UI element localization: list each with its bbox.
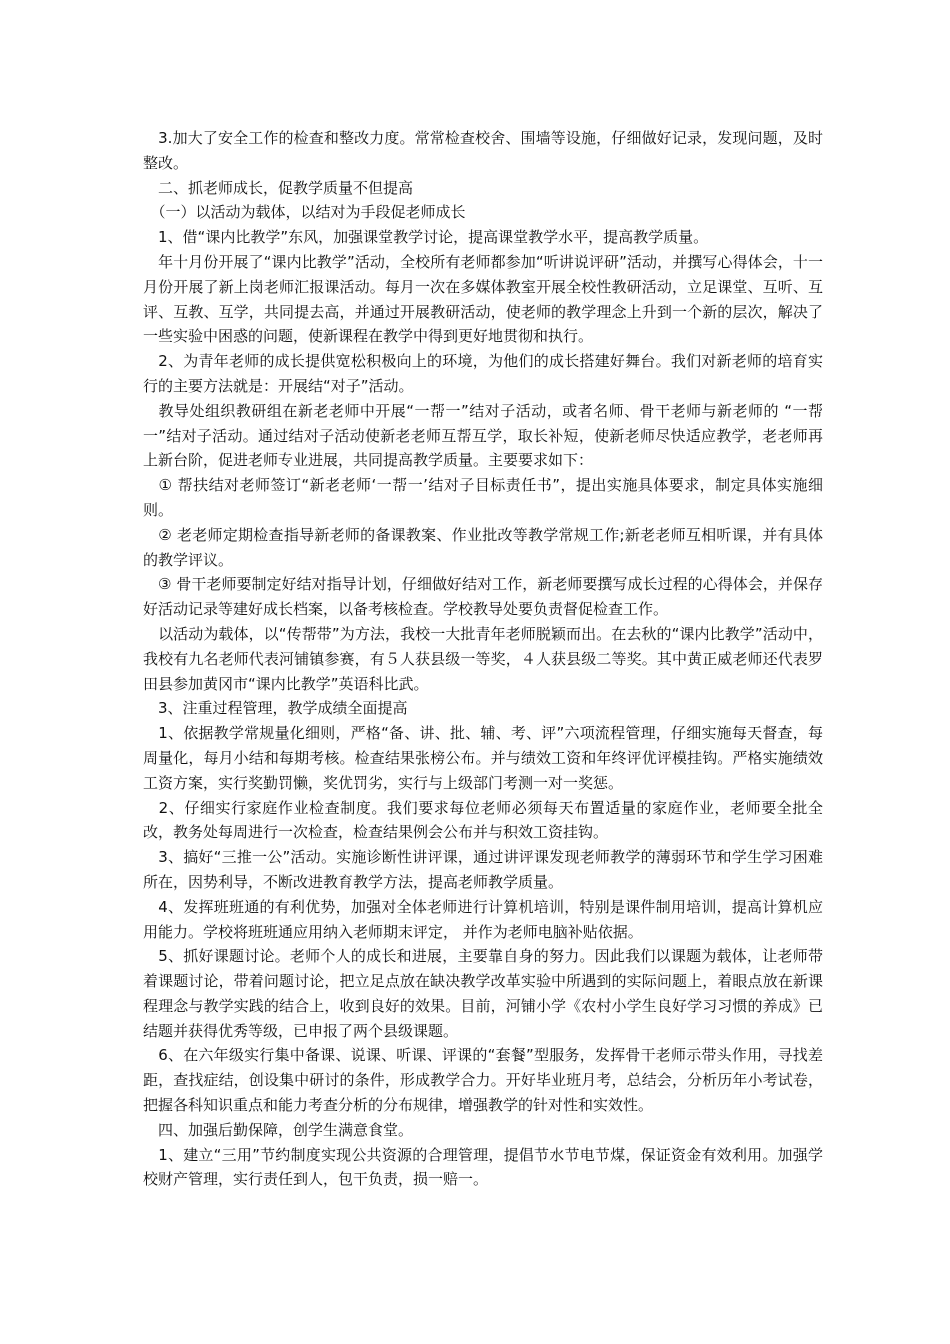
paragraph: 2、仔细实行家庭作业检查制度。我们要求每位老师必须每天布置适量的家庭作业，老师要全批全改，教务处每周进行一次检查，检查结果例会公布并与积效工资挂钩。 [143, 798, 823, 842]
paragraph: 以活动为载体，以“传帮带”为方法，我校一大批青年老师脱颖而出。在去秋的“课内比教学”活动中，我校有九名老师代表河铺镇参赛，有５人获县级一等奖，４人获县级二等奖。其中黄正威老师还代表罗田县参加黄冈市“课内比教学”英语科比武。 [143, 624, 823, 693]
section-heading: 二、抓老师成长，促教学质量不但提高 [143, 178, 414, 197]
paragraph: 2、为青年老师的成长提供宽松积极向上的环境，为他们的成长搭建好舞台。我们对新老师的培育实行的主要方法就是：开展结“对子”活动。 [143, 352, 823, 395]
paragraph: 1、依据教学常规量化细则，严格“备、讲、批、辅、考、评”六项流程管理，仔细实施每天督查，每周量化，每月小结和每期考核。检查结果张榜公布。并与绩效工资和年终评优评模挂钩。严格实施绩效工资方案，实行奖勤罚懒，奖优罚劣，实行与上级部门考测一对一奖惩。 [143, 724, 823, 792]
section-heading: 3、注重过程管理，教学成绩全面提高 [143, 699, 408, 718]
list-item: ③ 骨干老师要制定好结对指导计划，仔细做好结对工作，新老师要撰写成长过程的心得体会，并保存好活动记录等建好成长档案，以备考核检查。学校教导处要负责督促检查工作。 [143, 575, 823, 619]
document-body [143, 126, 823, 1192]
list-item: ① 帮扶结对老师签订“新老老师‘一帮一’结对子目标责任书”，提出实施具体要求，制定具体实施细则。 [143, 476, 823, 519]
paragraph: 3、搞好“三推一公”活动。实施诊断性讲评课，通过讲评课发现老师教学的薄弱环节和学生学习困难所在，因势利导，不断改进教育教学方法，提高老师教学质量。 [143, 848, 823, 891]
subsection-heading: （一）以活动为载体，以结对为手段促老师成长 [143, 203, 466, 222]
paragraph: 6、在六年级实行集中备课、说课、听课、评课的“套餐”型服务，发挥骨干老师示带头作用，寻找差距，查找症结，创设集中研讨的条件，形成教学合力。开好毕业班月考，总结会，分析历年小考试卷，把握各科知识重点和能力考查分析的分布规律，增强教学的针对性和实效性。 [143, 1046, 823, 1115]
paragraph: 1、建立“三用”节约制度实现公共资源的合理管理，提倡节水节电节煤，保证资金有效利用。加强学校财产管理，实行责任到人，包干负责，损一赔一。 [143, 1145, 823, 1189]
paragraph: 年十月份开展了“课内比教学”活动，全校所有老师都参加“听讲说评研”活动，并撰写心得体会，十一月份开展了新上岗老师汇报课活动。每月一次在多媒体教室开展全校性教研活动，立足课堂、互听、互评、互教、互学，共同提去高，并通过开展教研活动，使老师的教学理念上升到一个新的层次，解决了一些实验中困惑的问题，使新课程在教学中得到更好地贯彻和执行。 [143, 252, 823, 346]
paragraph: 教导处组织教研组在新老老师中开展“一帮一”结对子活动，或者名师、骨干老师与新老师的 “一帮一”结对子活动。通过结对子活动使新老老师互帮互学，取长补短，使新老师尽快适应教学，老老师再上新台阶，促进老师专业进展，共同提高教学质量。主要要求如下： [143, 401, 823, 470]
list-item: ② 老老师定期检查指导新老师的备课教案、作业批改等教学常规工作;新老老师互相听课，并有具体的教学评议。 [143, 525, 823, 569]
paragraph: 1、借“课内比教学”东风，加强课堂教学讨论，提高课堂教学水平，提高教学质量。 [143, 228, 709, 247]
paragraph: 5、抓好课题讨论。老师个人的成长和进展，主要靠自身的努力。因此我们以课题为载体，让老师带着课题讨论，带着问题讨论，把立足点放在缺决教学改革实验中所遇到的实际问题上，着眼点放在新课程理念与教学实践的结合上，收到良好的效果。目前，河铺小学《农村小学生良好学习习惯的养成》已结题并获得优秀等级，已申报了两个县级课题。 [143, 947, 823, 1040]
paragraph: 4、发挥班班通的有利优势，加强对全体老师进行计算机培训，特别是课件制用培训，提高计算机应用能力。学校将班班通应用纳入老师期末评定， 并作为老师电脑补贴依据。 [143, 897, 823, 941]
section-heading: 四、加强后勤保障，创学生满意食堂。 [143, 1120, 414, 1139]
paragraph: 3.加大了安全工作的检查和整改力度。常常检查校舍、围墙等设施，仔细做好记录，发现问题，及时整改。 [143, 129, 823, 172]
